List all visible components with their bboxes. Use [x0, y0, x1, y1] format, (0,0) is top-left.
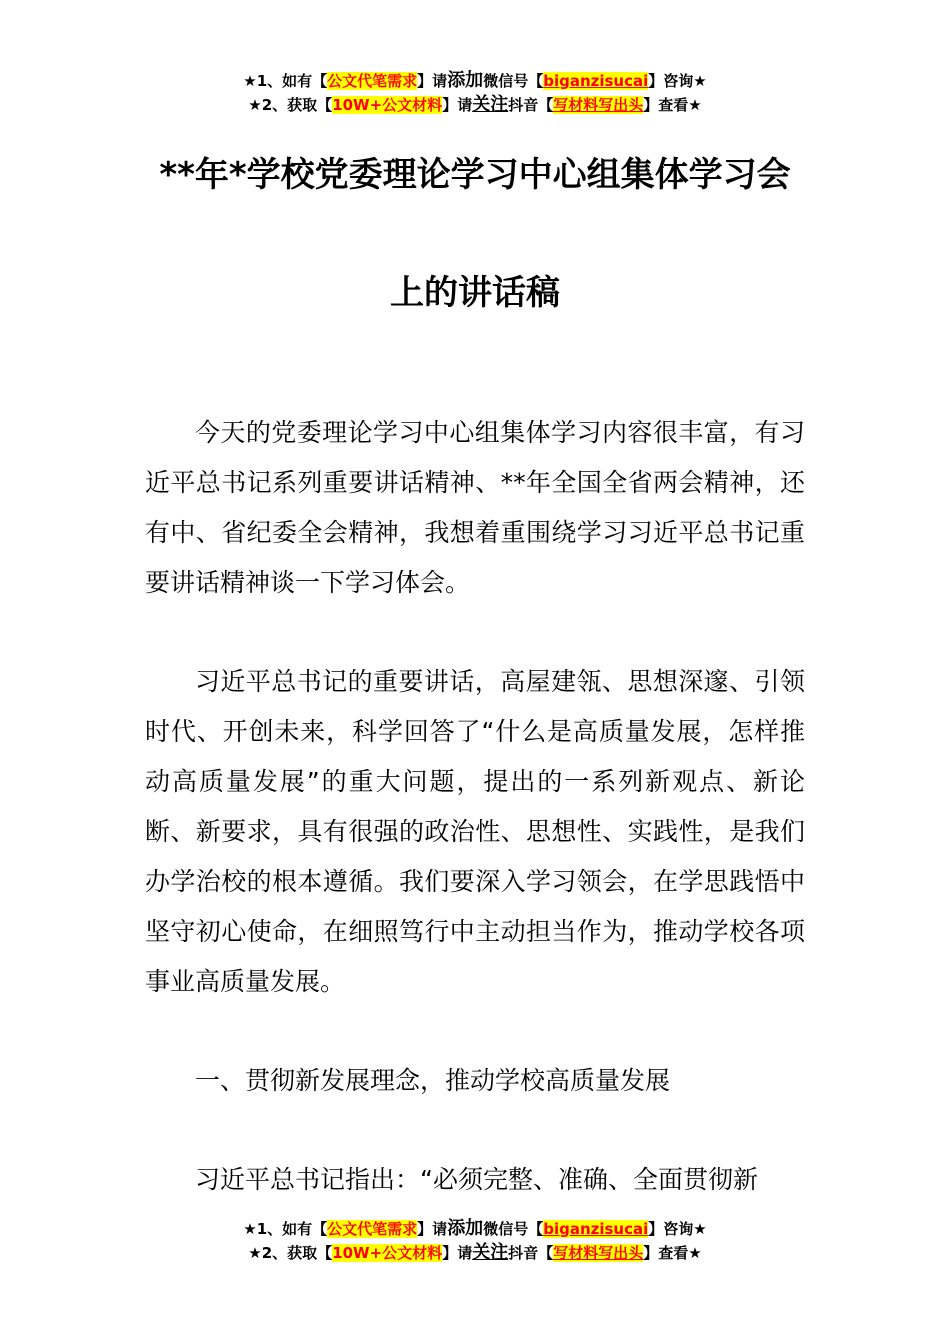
promo-text: ★2、获取【 — [248, 96, 333, 114]
promo-emphasis: 添加 — [447, 70, 484, 91]
section-heading-1: 一、贯彻新发展理念，推动学校高质量发展 — [195, 1066, 671, 1095]
paragraph-section-1: 习近平总书记指出：“必须完整、准确、全面贯彻新 — [195, 1165, 758, 1194]
promo-highlight-douyin: 写材料写出头 — [553, 96, 644, 114]
promo-emphasis: 关注 — [472, 1242, 509, 1263]
promo-text: 抖音【 — [508, 96, 554, 114]
promo-emphasis: 添加 — [447, 1218, 484, 1239]
promo-text: ★1、如有【 — [243, 72, 328, 90]
promo-text: ★1、如有【 — [243, 1220, 328, 1238]
paragraph-speech-summary: 习近平总书记的重要讲话，高屋建瓴、思想深邃、引领时代、开创未来，科学回答了“什么是高质量发展，怎样推动高质量发展”的重大问题，提出的一系列新观点、新论断、新要求，具有很强的政治性、思想性、实践性，是我们办学治校的根本遵循。我们要深入学习领会，在学思践悟中坚守初心使命，在细照笃行中主动担当作为，推动学校各项事业高质量发展。 — [145, 667, 805, 996]
promo-text: ★2、获取【 — [248, 1244, 333, 1262]
document-body — [145, 408, 805, 1205]
promo-text: 微信号【 — [483, 72, 544, 90]
promo-text: 微信号【 — [483, 1220, 544, 1238]
promo-highlight-wechat-id: biganzisucai — [543, 1220, 649, 1238]
promo-text: 】请 — [442, 1244, 473, 1262]
promo-text: 】请 — [442, 96, 473, 114]
promo-highlight-materials: 10W+公文材料 — [332, 1244, 443, 1262]
promo-text: 】请 — [417, 72, 448, 90]
promo-line-1 — [0, 69, 950, 93]
promo-line-2 — [0, 93, 950, 117]
promo-text: 】咨询★ — [648, 72, 707, 90]
promo-text: 】咨询★ — [648, 1220, 707, 1238]
promo-text: 】查看★ — [643, 1244, 702, 1262]
promo-highlight-materials: 10W+公文材料 — [332, 96, 443, 114]
promo-banner-top — [0, 69, 950, 117]
promo-highlight-service: 公文代笔需求 — [327, 72, 418, 90]
promo-line-2 — [0, 1241, 950, 1265]
paragraph-intro: 今天的党委理论学习中心组集体学习内容很丰富，有习近平总书记系列重要讲话精神、**年全国全省两会精神，还有中、省纪委全会精神，我想着重围绕学习习近平总书记重要讲话精神谈一下学习体会。 — [145, 418, 805, 597]
promo-banner-bottom — [0, 1217, 950, 1265]
document-title-line-1: **年*学校党委理论学习中心组集体学习会 — [159, 155, 791, 195]
promo-text: 抖音【 — [508, 1244, 554, 1262]
promo-highlight-douyin: 写材料写出头 — [553, 1244, 644, 1262]
promo-line-1 — [0, 1217, 950, 1241]
promo-text: 】请 — [417, 1220, 448, 1238]
promo-text: 】查看★ — [643, 96, 702, 114]
promo-emphasis: 关注 — [472, 94, 509, 115]
document-title-line-2: 上的讲话稿 — [390, 273, 560, 313]
promo-highlight-wechat-id: biganzisucai — [543, 72, 649, 90]
promo-highlight-service: 公文代笔需求 — [327, 1220, 418, 1238]
